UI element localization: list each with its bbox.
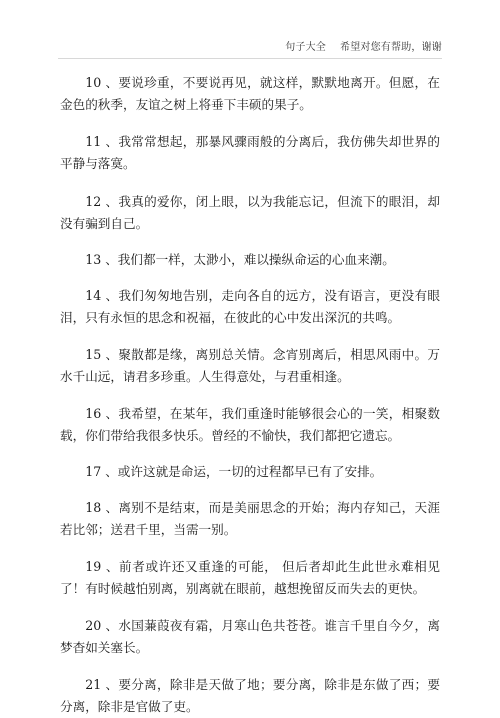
quote-paragraph-11: 11 、我常常想起，那暴风骤雨般的分离后，我仿佛失却世界的平静与落寞。 — [60, 134, 440, 171]
document-body — [60, 72, 440, 718]
page-header — [285, 38, 442, 53]
quote-paragraph-21: 21 、要分离，除非是天做了地；要分离，除非是东做了西；要分离，除非是官做了吏。 — [60, 677, 440, 714]
quote-paragraph-20: 20 、水国蒹葭夜有霜，月寒山色共苍苍。谁言千里自今夕，离梦杳如关塞长。 — [60, 618, 440, 655]
header-right-text: 希望对您有帮助，谢谢 — [340, 42, 442, 53]
header-divider — [58, 58, 442, 59]
quote-paragraph-15: 15 、聚散都是缘，离别总关情。念宵别离后，相思风雨中。万水千山远，请君多珍重。人生得意处，与君重相逢。 — [60, 347, 440, 384]
header-left-text: 句子大全 — [285, 42, 326, 53]
quote-paragraph-10: 10 、要说珍重，不要说再见，就这样，默默地离开。但愿，在金色的秋季，友谊之树上将垂下丰硕的果子。 — [60, 75, 440, 112]
quote-paragraph-16: 16 、我希望，在某年，我们重逢时能够很会心的一笑，相聚数载，你们带给我很多快乐。曾经的不愉快，我们都把它遗忘。 — [60, 406, 440, 443]
quote-paragraph-19: 19 、前者或许还又重逢的可能， 但后者却此生此世永难相见了！有时候越怕别离，别离就在眼前，越想挽留反而失去的更快。 — [60, 559, 440, 596]
quote-paragraph-12: 12 、我真的爱你，闭上眼，以为我能忘记，但流下的眼泪，却没有骗到自己。 — [60, 194, 440, 231]
quote-paragraph-17: 17 、或许这就是命运，一切的过程都早已有了安排。 — [85, 464, 383, 479]
quote-paragraph-13: 13 、我们都一样，太渺小，难以操纵命运的心血来潮。 — [85, 252, 395, 267]
quote-paragraph-14: 14 、我们匆匆地告别，走向各自的远方，没有语言，更没有眼泪，只有永恒的思念和祝福，在彼此的心中发出深沉的共鸣。 — [60, 288, 440, 325]
quote-paragraph-18: 18 、离别不是结束，而是美丽思念的开始；海内存知己，天涯若比邻；送君千里，当需一别。 — [60, 500, 440, 537]
